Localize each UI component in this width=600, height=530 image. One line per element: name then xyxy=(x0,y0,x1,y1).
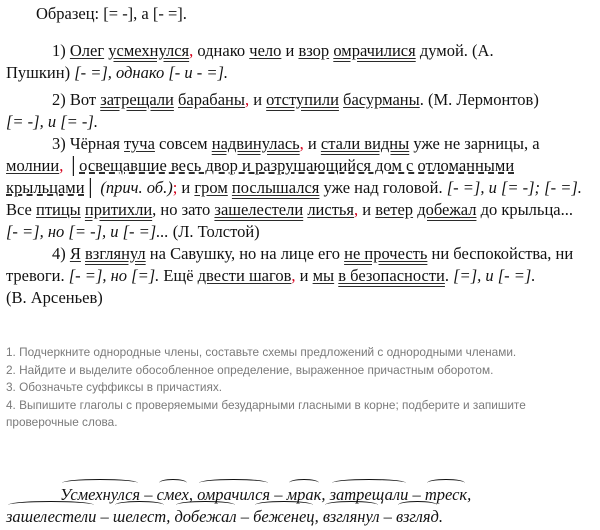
answer-separator: – xyxy=(140,485,157,504)
text: на Савушку, но на лице его xyxy=(149,244,340,263)
sentence-number: 3) xyxy=(52,134,66,153)
answer-word: мрак xyxy=(286,485,322,504)
answer-word: Усмехнулся xyxy=(60,485,141,504)
text: уже не зарницы, а xyxy=(413,134,540,153)
predicate: надвинулась xyxy=(211,134,300,153)
task-item: 2. Найдите и выделите обособленное определение, выраженное причастным оборотом. xyxy=(6,362,494,377)
predicate: омрачилися xyxy=(333,41,416,60)
answer-separator: – xyxy=(379,507,397,526)
task-item: 3. Обозначьте суффиксы в причастиях. xyxy=(6,380,223,394)
author: Пушкин xyxy=(6,63,65,82)
author: (В. Арсеньев) xyxy=(6,288,103,307)
conjunction: и xyxy=(307,134,317,153)
answer-word: треск xyxy=(424,485,468,504)
answer-word: зашелестели xyxy=(6,507,97,526)
subject: чело xyxy=(249,41,282,60)
punctuation-semicolon: ; xyxy=(172,178,178,197)
punctuation-comma: , xyxy=(299,134,304,153)
answer-separator: – xyxy=(236,507,254,526)
answer-separator: , xyxy=(314,507,323,526)
answer-word: затрещали xyxy=(329,485,409,504)
sentence-2 xyxy=(6,89,586,133)
answer-line-2 xyxy=(6,506,526,528)
subject: Я xyxy=(69,244,81,263)
subject: гром xyxy=(194,178,228,197)
participial-phrase: освещавшие весь двор и разрушающийся дом с отломанными крыльцами xyxy=(6,156,515,197)
predicate: зашелестели xyxy=(214,200,304,219)
conjunction: и xyxy=(299,266,309,285)
text: Ещё xyxy=(163,266,194,285)
sentence-schema: [=], и [- =]. xyxy=(453,266,536,285)
punctuation-comma: , xyxy=(189,41,194,60)
predicate: затрещали xyxy=(100,90,174,109)
text: Все xyxy=(6,200,32,219)
conjunction: и xyxy=(181,178,191,197)
subject: барабаны xyxy=(178,90,245,109)
subject: птицы xyxy=(35,200,81,219)
punctuation-comma: , xyxy=(59,156,64,175)
punctuation-comma: , xyxy=(244,90,250,109)
sentence-schema: [- =], однако [- и - =]. xyxy=(74,63,229,82)
text: ни беспокойства, ни тревоги. xyxy=(6,244,574,285)
sentence-number: 4) xyxy=(52,244,66,263)
text: Вот xyxy=(69,90,97,109)
conjunction: и xyxy=(362,200,372,219)
predicate: взглянул xyxy=(85,244,146,263)
sentence-3 xyxy=(6,133,586,243)
punctuation-period: . xyxy=(444,266,450,285)
answer-word: взглянул xyxy=(322,507,380,526)
text: , но зато xyxy=(152,200,211,219)
answer-word: омрачился xyxy=(197,485,271,504)
subject: взор xyxy=(298,41,330,60)
sentence-4 xyxy=(6,243,586,309)
subject: молнии xyxy=(6,156,60,175)
author: . (М. Лермонтов) xyxy=(419,90,539,109)
sentence-schema: [- =], и [= -]; [- =]. xyxy=(446,178,582,197)
sentence-1: 1) Олег усмехнулся, однако чело и взор омрачилися думой. (А. Пушкин) [- =], однако [- и - =]. xyxy=(6,41,494,82)
task-list xyxy=(6,344,591,432)
answer-separator: – xyxy=(270,485,287,504)
subject: туча xyxy=(124,134,155,153)
predicate: в безопасности xyxy=(338,266,445,285)
sentence-number: 2) xyxy=(52,90,66,109)
punctuation-comma: , xyxy=(354,200,359,219)
predicate: добежал xyxy=(417,200,477,219)
answer-word: шелест xyxy=(112,507,167,526)
predicate: стали видны xyxy=(320,134,410,153)
subject: двести шагов xyxy=(197,266,292,285)
conjunction: и xyxy=(253,90,263,109)
participial-bracket-open: │ xyxy=(67,156,80,175)
answer-separator: – xyxy=(96,507,113,526)
author: (Л. Толстой) xyxy=(172,222,260,241)
sentence-number: 1) xyxy=(52,41,66,60)
answer-word: смех xyxy=(156,485,189,504)
text: совсем xyxy=(159,134,208,153)
subject: басурманы xyxy=(343,90,420,109)
answer-separator: . xyxy=(438,507,443,526)
answer-word: взгляд xyxy=(396,507,439,526)
predicate: притихли xyxy=(84,200,153,219)
subject: листья xyxy=(307,200,355,219)
text: Чёрная xyxy=(69,134,120,153)
answer-separator: – xyxy=(408,485,425,504)
subject: ветер xyxy=(375,200,414,219)
predicate: послышался xyxy=(231,178,320,197)
header-sample: Образец: [= -], а [- =]. xyxy=(36,4,187,23)
text: до крыльца... xyxy=(480,200,573,219)
participial-bracket-close: │ xyxy=(84,178,97,197)
text: думой. (А. xyxy=(419,41,494,60)
predicate: отступили xyxy=(266,90,339,109)
answer-word: беженец xyxy=(253,507,315,526)
answer-separator: , xyxy=(188,485,198,504)
conjunction: и xyxy=(285,41,295,60)
answer-separator: , xyxy=(321,485,330,504)
predicate: не прочесть xyxy=(344,244,428,263)
punctuation-comma: , xyxy=(291,266,296,285)
sentence-schema: [= -], и [= -]. xyxy=(6,112,98,131)
answer-separator: , xyxy=(166,507,175,526)
subject: мы xyxy=(312,266,335,285)
subject: Олег xyxy=(69,41,105,60)
sentence-schema: [- =], но [= -], и [- =]... xyxy=(6,222,169,241)
conjunction: однако xyxy=(197,41,246,60)
sentence-schema: [- =], но [=]. xyxy=(68,266,160,285)
answer-separator: , xyxy=(467,485,472,504)
task-item: 1. Подчеркните однородные члены, составьте схемы предложений с однородными членами. xyxy=(6,345,517,359)
text: уже над головой. xyxy=(323,178,443,197)
participle-note: (прич. об.) xyxy=(100,178,173,197)
predicate: усмехнулся xyxy=(108,41,190,60)
answer-word: добежал xyxy=(174,507,237,526)
task-item: 4. Выпишите глаголы с проверяемыми безударными гласными в корне; подберите и запишите проверочные слова. xyxy=(6,397,526,429)
